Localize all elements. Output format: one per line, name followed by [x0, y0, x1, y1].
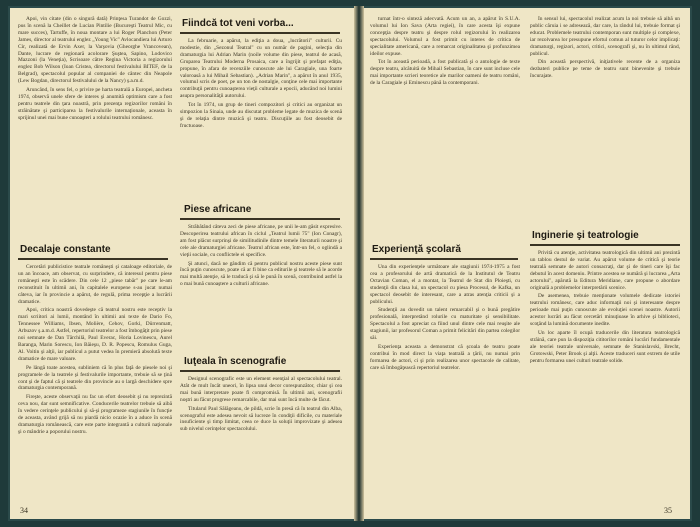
heading-underline [180, 370, 340, 372]
page-number: 35 [664, 506, 672, 515]
left-page [8, 6, 354, 521]
heading-iuteala: Iuţeala în scenografie [184, 356, 287, 367]
paragraph: Din această perspectivă, iniţiativele recente de a organiza dezbateri publice pe teme de teatru sunt binevenite şi trebuie încurajate. [530, 59, 680, 80]
paragraph: Privită cu atenţie, activitatea teatrologică din ultimii ani prezintă un tablou destul de variat. Au apărut volume de critică şi teorie teatrală semnate de autori consacraţi, dar şi de tineri care îşi fac debutul în acest domeniu. Printre acestea se numără şi lucrarea „Arta actorului", apărută la Editura Meridiane, care propune o abordare originală a problemelor interpretării scenice. [530, 250, 680, 291]
paragraph: La februarie, a apărut, la ediţia a doua, „lucrătorii" culturii. Cu modestie, din „Sezonul Teatral" cu un număr de pagini, selecţia din dramaturgia lui Adrian Marin (noile volume din piese, teatrul de acasă, Gruparea Teatrului Moderna Prosaica, care a îngrijit şi prefaţat ediţia, propune, în afara de recenziile cunoscute ale lui Caragiale, una foarte valoroasă a lui Mihail Sebastian). „Adrian Marin", a apărut în anul 1935, volumul scris de poet, pe un ton de nostalgie, conţine cele mai importante contribuţii pentru cunoaşterea vieţii culturale a epocii, aducând noi lumini asupra personalităţii autorului. [180, 38, 342, 100]
heading-experienta: Experienţă şcolară [372, 244, 461, 255]
heading-decalaje: Decalaje constante [20, 244, 111, 255]
paragraph: Pe lângă toate acestea, subliniem că în plus faţă de piesele noi şi programele de la teatrele şi festivalurile importante, trebuie să se ţină cont şi de faptul că şi teatrele din provincie au o largă deschidere spre dramaturgia contemporană. [18, 364, 172, 392]
paragraph: Un loc aparte îl ocupă traducerile din literatura teatrologică străină, care pun la dispoziţia cititorilor români lucrări fundamentale ale teoriei teatrale universale, semnate de Stanislavski, Brecht, Grotowski, Peter Brook şi alţii. Aceste traduceri sunt extrem de utile pentru formarea unei culturi teatrale solide. [530, 329, 680, 364]
page-number: 34 [20, 506, 28, 515]
paragraph: Apoi, vin citate (din o singură dată) Prinţesa Turandot de Gozzi, pus în scenă la Cheillet de Lucian Pintilie (Bucureşti Teatrul Mic, cu mare succes), Tartuffe, în noua montare a lui Roger Planchon (Peter James, director al teatrului englez „Young Vic" Avlocandiera lui Arturo Cir, realizată de Ervin Axer, la Varşovia (Gheorghe Vrancovean), Dante, lucrare de regionară acolorare Şuştea, Sapino, Lodovico Mazzoni (la Veneţia), Scrisoare către Regina Victoria a regizorului englez Bob Wilson (Ioan Cristea, directorul festivalului BITEF, de la Belgrad), spectacolul popular al companiei de cântec din Neapole (Lew Bogdan, directorul festivalului de la Nancy) ş.a.m.d. [18, 16, 172, 85]
left-col1-top [18, 16, 172, 238]
heading-underline [370, 258, 518, 260]
left-col2-mid [180, 224, 342, 342]
paragraph: Fireşte, aceste observaţii nu fac un efort deosebit şi nu reprezintă ceva nou, dar sunt semnificative. Conducerile teatrelor trebuie să aibă în vedere cerinţele publicului şi să-şi programeze stagiunile în funcţie de aceasta, având grijă să nu piardă nicio ocazie în a aduce în scenă dramaturgia românească, care este parte integrantă a culturii naţionale şi o mândrie a poporului nostru. [18, 394, 172, 435]
paragraph: Aruncând, în sens fel, o privire pe harta teatrală a Europei, ancheta 1974, observă unele sfere de interes şi anumită optimism care a fost pentru teatrele din ţara noastră, prin prezenţa regizorilor români în străinătate şi participarea la festivalurile internaţionale, aceasta în sprijinul unei mai bune cunoaşteri a rolului teatrului românesc. [18, 87, 172, 121]
paragraph: Tot în această perioadă, a fost publicată şi o antologie de texte despre teatru, alcătuită de Mihail Sebastian, în care sunt incluse cele mai importante scrieri teoretice ale marilor oameni de teatru români, de la Caragiale şi Eminescu până la contemporani. [370, 59, 520, 87]
heading-fiinca: Fiindcă tot veni vorba... [182, 18, 294, 29]
left-col1-bottom [18, 264, 172, 504]
left-col2-top [180, 38, 342, 184]
heading-underline [18, 258, 168, 260]
paragraph: În sensul lui, spectacolul realizat acum la noi trebuie să aibă un public căruia i se adresează, dar care, la rândul lui, trebuie format şi educat. Problemele teatrului contemporan sunt multiple şi complexe, iar rezolvarea lor presupune efortul comun al tuturor celor implicaţi: dramaturgi, regizori, actori, critici, scenografi şi, nu în ultimul rând, publicul. [530, 16, 680, 57]
heading-underline [180, 32, 340, 34]
right-col1-top [370, 16, 520, 248]
heading-inginerie: Inginerie şi teatrologie [532, 230, 639, 241]
paragraph: Tot în 1974, un grup de tineri compozitori şi critici au organizat un simpozion la Sinaia, unde au discutat probleme legate de muzica de scenă şi de relaţia dintre muzică şi teatru. Discuţiile au fost deosebit de fructuoase. [180, 102, 342, 129]
magazine-spread [8, 6, 692, 521]
heading-underline [180, 218, 340, 220]
paragraph: De asemenea, trebuie menţionate volumele dedicate istoriei teatrului românesc, care aduc informaţii noi şi interesante despre perioade mai puţin cunoscute ale evoluţiei scenei noastre. Autorii acestor lucrări au făcut cercetări minuţioase în arhive şi biblioteci, scoţând la lumină documente inedite. [530, 293, 680, 328]
right-col1-bottom [370, 264, 520, 504]
left-col2-bottom [180, 376, 342, 504]
paragraph: Studenţii au dovedit un talent remarcabil şi o bună pregătire profesională, interpretând rolurile cu maturitate şi sensibilitate. Spectacolul a fost apreciat ca fiind unul dintre cele mai reuşite ale stagiunii, iar profesorul Coman a primit felicitări din partea colegilor săi. [370, 307, 520, 342]
heading-underline [530, 244, 680, 246]
right-col2-top [530, 16, 680, 198]
paragraph: Şi atunci, dacă ne gândim că pentru publicul nostru aceste piese sunt încă puţin cunoscute, poate că ar fi bine ca editurile şi teatrele să le acorde mai multă atenţie, să le traducă şi să le pună în scenă, contribuind astfel la o mai bună cunoaştere a culturii africane. [180, 260, 342, 288]
paragraph: Una din experienţele următoare ale stagiunii 1974-1975 a fost cea a profesorului de artă dramatică de la Institutul de Teatru Octavian Coman, el a montat, la Teatrul de Stat din Ploieşti, cu studenţii din clasa lui, un spectacol cu piesa Procesul, de Kafka, un spectacol deosebit de interesant, care a atras atenţia criticii şi a publicului. [370, 264, 520, 305]
right-page [364, 6, 692, 521]
paragraph: Titularul Paul Sălăgeanu, de pildă, scrie în presă că în teatrul din Alba, scenograful este adesea nevoit să lucreze în condiţii dificile, cu materiale insuficiente şi timp limitat, ceea ce duce la soluţii improvizate şi adesea sub nivelul cerinţelor spectacolului. [180, 405, 342, 433]
paragraph: Străbătând câteva zeci de piese africane, pe unii le-am găsit expresive. Descoperirea teatrului african în ciclul „Teatrul lumii 75" (Ion Conagr), am fost plăcut surprinşi de similitudinile dintre temele literaturii noastre şi cele ale dramaturgiei africane. Teatrul african este, într-un fel, o oglindă a vieţii sociale, cu conflictele ei specifice. [180, 224, 342, 258]
paragraph: Experienţa aceasta a demonstrat că şcoala de teatru poate contribui în mod direct la viaţa teatrală a ţării, nu numai prin formarea de actori, ci şi prin realizarea unor spectacole de calitate, care să îmbogăţească repertoriul teatrelor. [370, 343, 520, 371]
paragraph: turnat într-o sinteză adecvată. Acum un an, a apărut în S.U.A. volumul lui Ion Sava (Arta regiei), în care acesta îşi expune concepţia despre teatru şi despre rolul regizorului în realizarea spectacolului. Volumul a fost primit cu interes de critica de specialitate americană, care a remarcat originalitatea şi profunzimea ideilor expuse. [370, 16, 520, 57]
heading-piese: Piese africane [184, 204, 252, 215]
paragraph: Designul scenografic este un element esenţial al spectacolului teatral. Atât de mult încât uneori, în lipsa unui decor corespunzător, chiar şi cea mai bună interpretare poate fi compromisă. În ultimii ani, scenografii noştri au făcut progrese remarcabile, dar mai sunt încă multe de făcut. [180, 376, 342, 403]
right-col2-bottom [530, 250, 680, 504]
paragraph: Apoi, critica noastră dovedeşte că teatrul nostru este receptiv la mari scriitori ai lumii, montând în ultimii ani texte de Dario Fo, Tennessee Williams, Ibsen, Molière, Cehov, Gorki, Dürrenmatt, Arbuzov ş.a.m.d. Astfel, repertoriul teatrelor a fost îmbogăţit prin piese noi semnate de Dan Tărchilă, Paul Everac, Horia Lovinescu, Aurel Baranga, Marin Sorescu, Ion Băieşu, D. R. Popescu, Romulus Guga, Al. Voitin şi alţii, iar publicul a putut vedea în premieră absolută texte dramatice de mare valoare. [18, 307, 172, 362]
paragraph: Cercetări publicistice teatrale româneşti şi cataloage editoriale, de un an încoace, am observat, cu surprindere, că interesul pentru piese româneşti este în scădere. Din cele 12 „piese tabăr" pe care le-am reconstituit în ultimii ani, în capitalele europene s-au jucat numai câteva, iar în provincie a apărut, de regulă, prima recepţie a lucrării dramatice. [18, 264, 172, 305]
book-gutter [354, 6, 364, 521]
